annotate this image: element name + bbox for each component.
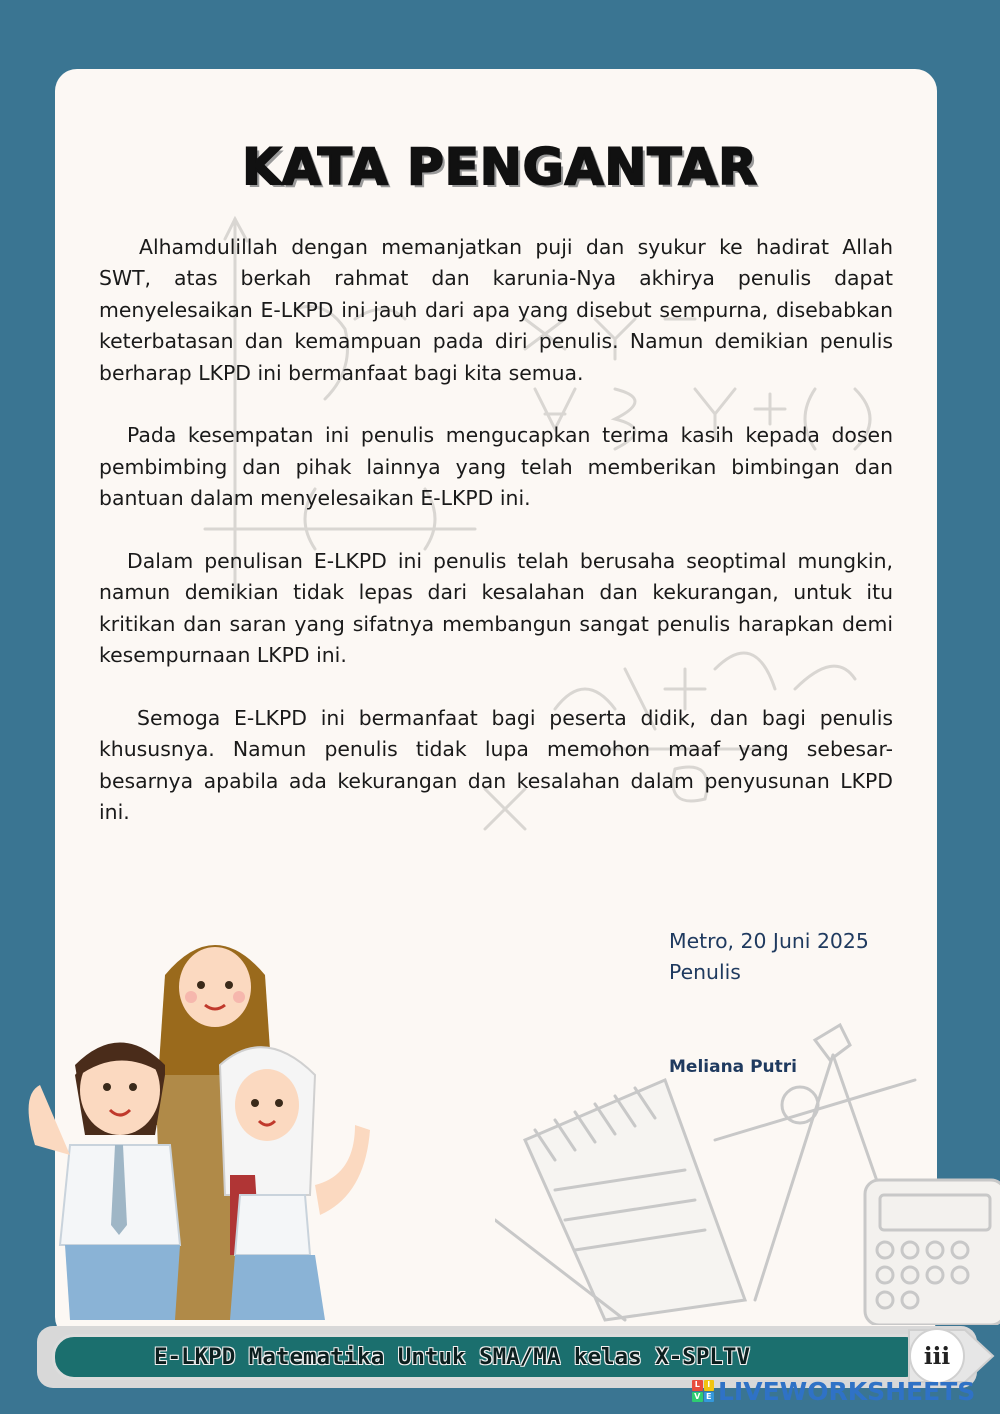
page-number: iii (923, 1343, 951, 1370)
paragraph-3-text: Dalam penulisan E-LKPD ini penulis telah berusaha seoptimal mungkin, namun demikian tidak lepas dari kesalahan dan kekurangan, untuk itu kritikan dan saran yang sifatnya membangun sangat penulis harapkan demi kesempurnaan LKPD ini. (99, 549, 893, 668)
paragraph-2 (99, 420, 893, 514)
footer-title: E-LKPD Matematika Untuk SMA/MA kelas X-SPLTV (153, 1344, 751, 1370)
paragraph-3 (99, 546, 893, 672)
foreword-body (99, 232, 893, 860)
logo-cell-l: L (692, 1380, 703, 1391)
author-name: Meliana Putri (669, 1056, 797, 1077)
liveworksheets-watermark[interactable] (692, 1376, 975, 1406)
paragraph-2-text: Pada kesempatan ini penulis mengucapkan terima kasih kepada dosen pembimbing dan pihak lainnya yang telah memberikan bimbingan dan bantuan dalam menyelesaikan E-LKPD ini. (99, 423, 893, 511)
paragraph-1 (99, 232, 893, 389)
logo-cell-e: E (704, 1392, 715, 1403)
logo-cell-v: V (692, 1392, 703, 1403)
logo-cell-i: I (704, 1380, 715, 1391)
place-date: Metro, 20 Juni 2025 (669, 929, 869, 953)
people-illustration (15, 925, 385, 1320)
math-tools-illustration (495, 1020, 1000, 1325)
paragraph-4-text: Semoga E-LKPD ini bermanfaat bagi peserta didik, dan bagi penulis khususnya. Namun penulis tidak lupa memohon maaf yang sebesar-besarnya apabila ada kekurangan dan kesalahan dalam penyusunan LKPD ini. (99, 706, 893, 825)
paragraph-1-text: Alhamdulillah dengan memanjatkan puji dan syukur ke hadirat Allah SWT, atas berkah rahmat dan karunia-Nya akhirya penulis dapat menyelesaikan E-LKPD ini jauh dari apa yang disebut sempurna, disebabkan keterbatasan dan kemampuan pada diri penulis. Namun demikian penulis berharap LKPD ini bermanfaat bagi kita semua. (99, 235, 893, 385)
paragraph-4 (99, 703, 893, 829)
page-title: KATA PENGANTAR (242, 138, 758, 196)
liveworksheets-logo-icon (692, 1380, 714, 1402)
author-role: Penulis (669, 960, 741, 985)
liveworksheets-brand: LIVEWORKSHEETS (718, 1376, 976, 1406)
